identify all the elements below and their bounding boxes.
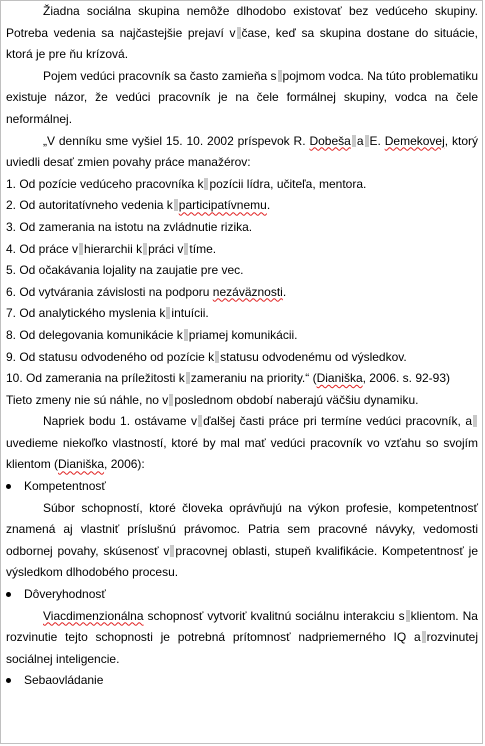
text: Súbor schopností, ktoré človeka oprávňujú na výkon profesie, kompetentnosť znamená aj vlastniť príslušnú právomoc. Patria sem pracovné návyky, vedomosti odbornej povahy, skúsenosť v <box>6 500 478 558</box>
nbsp-marker <box>237 27 241 39</box>
nbsp-marker <box>278 70 282 82</box>
bullet-item-trustworthiness <box>6 584 478 606</box>
text: 7. Od analytického myslenia k <box>6 306 166 321</box>
text: , 2006): <box>104 457 145 472</box>
paragraph-qualities-intro <box>6 411 478 476</box>
nbsp-marker <box>184 243 188 255</box>
paragraph-leader-vs-manager <box>6 66 478 131</box>
spellcheck-word: Dobeša <box>309 133 351 148</box>
text: priamej komunikácii. <box>188 327 298 342</box>
bullet-item-self-control <box>6 670 478 692</box>
text: „V denníku sme vyšiel 15. 10. 2002 príspevok R. <box>43 133 306 148</box>
text: tíme. <box>189 241 217 256</box>
text: ďalšej časti práce pri termíne vedúci pracovník, a <box>203 414 473 429</box>
text: a <box>356 133 364 148</box>
nbsp-marker <box>184 329 188 341</box>
text: rozvinutej sociálnej inteligencie. <box>6 630 478 666</box>
nbsp-marker <box>170 545 174 557</box>
text: schopnosť vytvoriť kvalitnú sociálnu interakciu s <box>143 608 405 623</box>
nbsp-marker <box>169 394 173 406</box>
paragraph-leadership-need <box>6 1 478 66</box>
text: 6. Od vytvárania závislosti na podporu <box>6 284 210 299</box>
list-item <box>6 239 478 261</box>
nbsp-marker <box>473 415 477 427</box>
bullet-dot-icon <box>6 592 11 597</box>
paragraph-trustworthiness <box>6 606 478 671</box>
list-item <box>6 174 478 196</box>
spellcheck-word: participatívnemu <box>178 198 267 213</box>
text: Tieto zmeny nie sú náhle, no v <box>6 392 169 407</box>
spellcheck-word: Demekovej <box>384 133 445 148</box>
paragraph-quote-intro <box>6 131 478 174</box>
text: 2. Od autoritatívneho vedenia k <box>6 198 173 213</box>
list-item <box>6 260 478 282</box>
nbsp-marker <box>352 135 356 147</box>
text: pozícii lídra, učiteľa, mentora. <box>209 176 367 191</box>
text: klientom. Na rozvinutie tejto schopnosti je potrebná prítomnosť nadpriemerného IQ a <box>6 608 478 645</box>
list-item <box>6 303 478 325</box>
nbsp-marker <box>406 610 410 622</box>
list-item <box>6 368 478 390</box>
text: uvedieme niekoľko vlastností, ktoré by mal mať vedúci pracovník vo vzťahu so svojím klientom ( <box>6 435 478 472</box>
text: poslednom období naberajú väčšiu dynamiku. <box>174 392 419 407</box>
bullet-label: Kompetentnosť <box>24 479 106 494</box>
nbsp-marker <box>365 135 369 147</box>
bullet-label: Dôveryhodnosť <box>24 587 106 602</box>
nbsp-marker <box>198 415 202 427</box>
bullet-label: Sebaovládanie <box>24 673 104 688</box>
nbsp-marker <box>204 178 208 190</box>
text: hierarchii k <box>84 241 143 256</box>
nbsp-marker <box>422 631 426 643</box>
list-item: 2. Od autoritatívneho vedenia k participatívnemu. <box>6 198 271 213</box>
spellcheck-word: Dianiška <box>58 457 105 472</box>
nbsp-marker <box>186 372 190 384</box>
text: čase, keď sa skupina dostane do situácie, ktorá je pre ňu krízová. <box>6 25 478 62</box>
nbsp-marker <box>215 351 219 363</box>
bullet-item-competence <box>6 476 478 498</box>
text: E. <box>369 133 381 148</box>
list-item <box>6 347 478 369</box>
nbsp-marker <box>143 243 147 255</box>
paragraph-dynamics <box>6 390 478 412</box>
spellcheck-word: nezáväznosti <box>212 284 283 299</box>
bullet-dot-icon <box>6 678 11 683</box>
text: 9. Od statusu odvodeného od pozície k <box>6 349 215 364</box>
nbsp-marker <box>166 307 170 319</box>
text: zameraniu na priority.“ ( <box>190 371 317 386</box>
list-item <box>6 217 478 239</box>
text: 4. Od práce v <box>6 241 79 256</box>
spellcheck-word: Dianiška <box>316 371 363 386</box>
text: pojmom vodca. Na túto problematiku existuje názor, že vedúci pracovník je na čele formálnej skupiny, vodca na čele neformálnej. <box>6 68 478 126</box>
text: Pojem vedúci pracovník sa často zamieňa s <box>43 68 277 83</box>
nbsp-marker <box>174 199 178 211</box>
text: , 2006. s. 92-93) <box>362 371 451 386</box>
text: pracovnej oblasti, stupeň kvalifikácie. Kompetentnosť je výsledkom dlhodobého procesu. <box>6 543 478 580</box>
text: intuícii. <box>171 306 209 321</box>
spellcheck-word: Viacdimenzionálna <box>43 608 144 623</box>
text: Žiadna sociálna skupina nemôže dlhodobo existovať bez vedúceho skupiny. Potreba vedenia sa najčastejšie prejaví v <box>6 4 478 40</box>
text: 3. Od zamerania na istotu na zvládnutie rizika. <box>6 219 253 234</box>
numbered-list <box>6 174 478 390</box>
list-item <box>6 325 478 347</box>
paragraph-competence <box>6 498 478 584</box>
text: práci v <box>148 241 184 256</box>
nbsp-marker <box>79 243 83 255</box>
text: 8. Od delegovania komunikácie k <box>6 327 183 342</box>
bullet-dot-icon <box>6 484 11 489</box>
text: 5. Od očakávania lojality na zaujatie pre vec. <box>6 263 244 278</box>
text: statusu odvodenému od výsledkov. <box>220 349 407 364</box>
text: , ktorý uviedli desať zmien povahy práce manažérov: <box>6 133 478 170</box>
text: Napriek bodu 1. ostávame v <box>43 414 198 429</box>
text: 10. Od zamerania na príležitosti k <box>6 371 185 386</box>
text: 1. Od pozície vedúceho pracovníka k <box>6 176 204 191</box>
list-item: 6. Od vytvárania závislosti na podporu nezáväznosti. <box>6 284 287 299</box>
